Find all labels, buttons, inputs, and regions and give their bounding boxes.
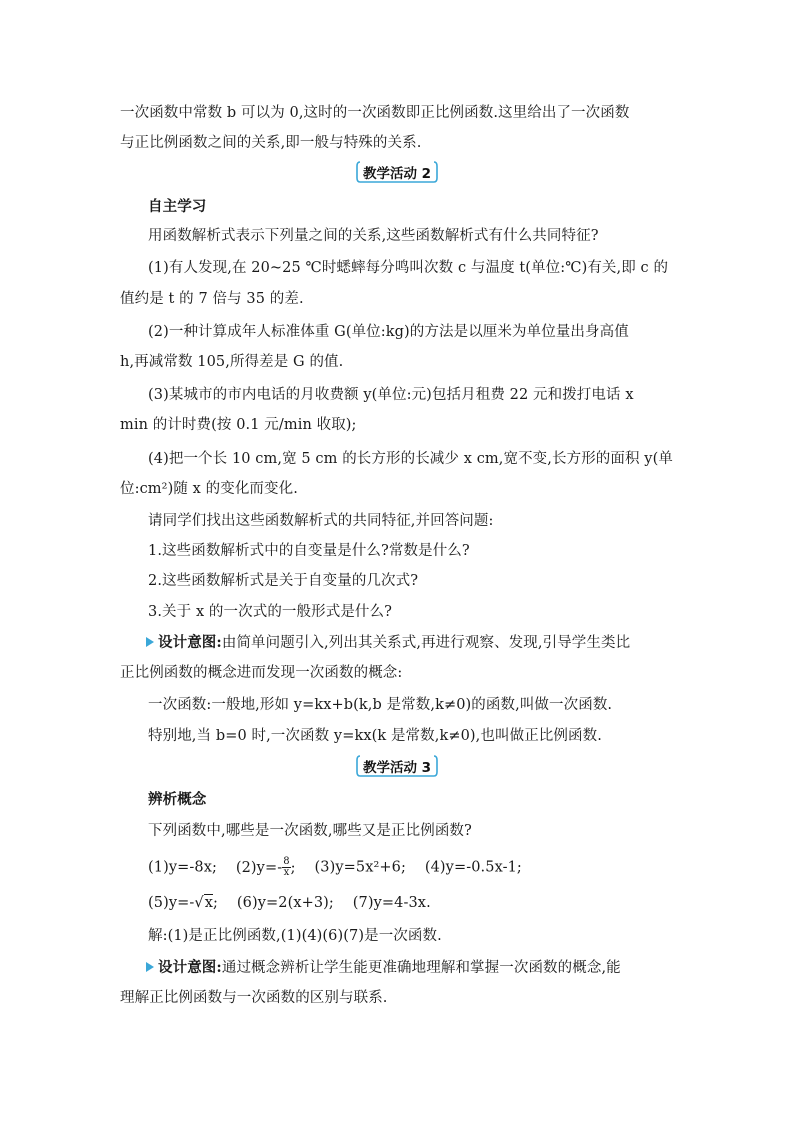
item-2-line-2: h,再减常数 105,所得差是 G 的值. — [120, 354, 344, 370]
function-3: (3)y=5x²+6; — [314, 859, 406, 876]
item-4-line-1: (4)把一个长 10 cm,宽 5 cm 的长方形的长减少 x cm,宽不变,长方形的面积 y(单 — [148, 451, 673, 467]
activity-2-banner — [356, 160, 438, 184]
question-3: 3.关于 x 的一次式的一般形式是什么? — [148, 604, 393, 620]
functions-row-2 — [148, 893, 431, 913]
item-4-line-2: 位:cm²)随 x 的变化而变化. — [120, 481, 298, 497]
item-1-line-2: 值约是 t 的 7 倍与 35 的差. — [120, 291, 304, 307]
play-triangle-icon — [146, 637, 154, 647]
intro-line-2: 与正比例函数之间的关系,即一般与特殊的关系. — [120, 135, 422, 151]
activity-2-prompt: 请同学们找出这些函数解析式的共同特征,并回答问题: — [148, 513, 494, 529]
item-3-line-1: (3)某城市的市内电话的月收费额 y(单位:元)包括月租费 22 元和拨打电话 x — [148, 387, 634, 403]
definition-proportional-function: 特别地,当 b=0 时,一次函数 y=kx(k 是常数,k≠0),也叫做正比例函数. — [148, 728, 602, 744]
design-intent-label: 设计意图: — [158, 959, 222, 976]
answer: 解:(1)是正比例函数,(1)(4)(6)(7)是一次函数. — [148, 928, 442, 944]
functions-row-1 — [148, 857, 522, 878]
item-3-line-2: min 的计时费(按 0.1 元/min 收取); — [120, 417, 357, 433]
fraction: $\frac{8}{x}$ — [283, 856, 290, 878]
question-1: 1.这些函数解析式中的自变量是什么?常数是什么? — [148, 543, 470, 559]
activity-3-title: 教学活动 3 — [362, 760, 432, 776]
activity-2-question: 用函数解析式表示下列量之间的关系,这些函数解析式有什么共同特征? — [148, 228, 599, 244]
function-7: (7)y=4-3x. — [352, 895, 431, 911]
design-intent-3-line-2: 理解正比例函数与一次函数的区别与联系. — [120, 990, 388, 1006]
design-intent-text: 通过概念辨析让学生能更准确地理解和掌握一次函数的概念,能 — [221, 960, 621, 976]
design-intent-3-line-1 — [146, 958, 621, 978]
activity-3-heading: 辨析概念 — [148, 791, 207, 808]
function-4: (4)y=-0.5x-1; — [424, 859, 522, 876]
design-intent-label: 设计意图: — [158, 634, 222, 651]
item-2-line-1: (2)一种计算成年人标准体重 G(单位:kg)的方法是以厘米为单位量出身高值 — [148, 324, 629, 340]
item-1-line-1: (1)有人发现,在 20~25 ℃时蟋蟀每分鸣叫次数 c 与温度 t(单位:℃)有关,即 c 的 — [148, 260, 669, 276]
definition-linear-function: 一次函数:一般地,形如 y=kx+b(k,b 是常数,k≠0)的函数,叫做一次函数. — [148, 697, 613, 713]
function-5: (5)y=-√x; — [148, 895, 219, 911]
design-intent-text: 由简单问题引入,列出其关系式,再进行观察、发现,引导学生类比 — [221, 635, 631, 651]
intro-line-1: 一次函数中常数 b 可以为 0,这时的一次函数即正比例函数.这里给出了一次函数 — [120, 105, 630, 121]
play-triangle-icon — [146, 962, 154, 972]
function-6: (6)y=2(x+3); — [236, 895, 334, 911]
activity-2-title: 教学活动 2 — [362, 166, 432, 182]
design-intent-2-line-1 — [146, 633, 630, 653]
design-intent-2-line-2: 正比例函数的概念进而发现一次函数的概念: — [120, 665, 403, 681]
question-2: 2.这些函数解析式是关于自变量的几次式? — [148, 573, 419, 589]
function-2: (2)y=- $\frac{8}{x}$ ; — [235, 856, 296, 878]
activity-3-question: 下列函数中,哪些是一次函数,哪些又是正比例函数? — [148, 823, 472, 839]
activity-3-banner — [356, 754, 438, 778]
activity-2-heading: 自主学习 — [148, 198, 207, 215]
function-1: (1)y=-8x; — [148, 859, 217, 876]
